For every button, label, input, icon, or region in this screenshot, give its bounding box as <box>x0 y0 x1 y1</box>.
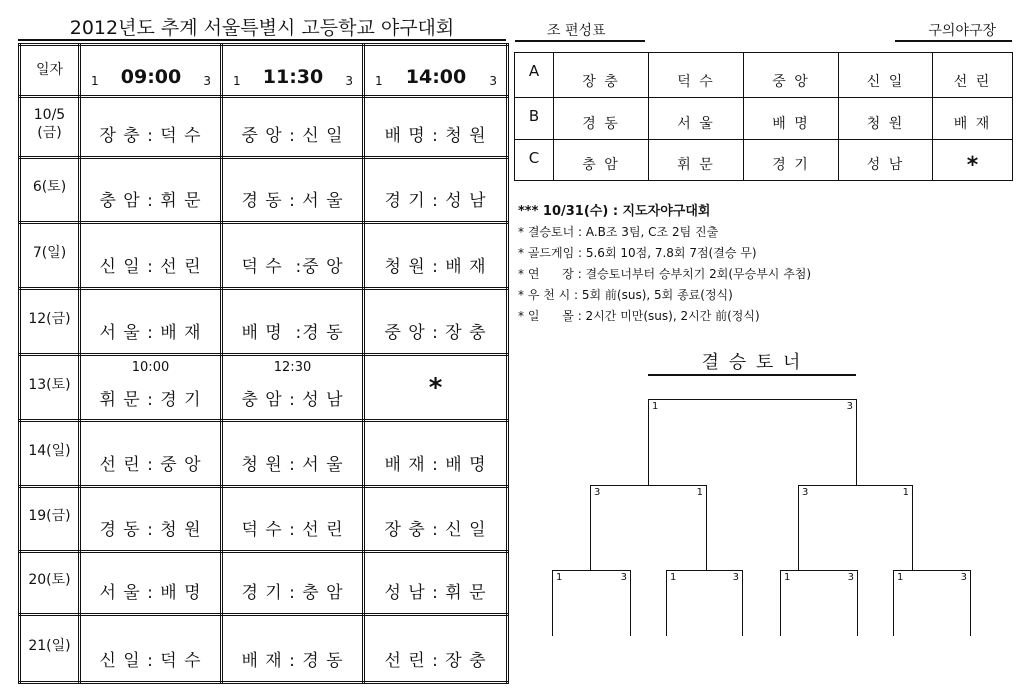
matchup: 배 재 : 배 명 <box>364 421 508 487</box>
date-column-header: 일자 <box>20 45 80 97</box>
matchup: 중 앙 : 신 일 <box>222 97 364 158</box>
bracket-final <box>648 399 857 486</box>
matchup: 신 일 : 덕 수 <box>80 615 222 683</box>
note-item: * 우 천 시 : 5회 前(sus), 5회 종료(정식) <box>518 288 733 302</box>
matchup: 배 명 :경 동 <box>222 289 364 355</box>
matchup-with-time <box>222 355 364 421</box>
note-item: * 일 몰 : 2시간 미만(sus), 2시간 前(정식) <box>518 309 760 323</box>
special-start-time: 10:00 <box>131 360 170 375</box>
game-date: 21(일) <box>20 615 80 683</box>
schedule-row <box>20 223 508 289</box>
seed-label: 3 <box>594 487 601 498</box>
schedule-row <box>20 289 508 355</box>
group-team: 중 앙 <box>744 53 839 98</box>
seed-label: 3 <box>846 401 853 412</box>
game-date: 14(일) <box>20 421 80 487</box>
matchup: 선 린 : 중 앙 <box>80 421 222 487</box>
seed-label: 3 <box>960 572 967 583</box>
matchup: 장 충 : 신 일 <box>364 487 508 552</box>
matchup: 배 재 : 경 동 <box>222 615 364 683</box>
seed-label: 3 <box>802 487 809 498</box>
matchup-with-time <box>80 355 222 421</box>
seed-label: 1 <box>784 572 791 583</box>
schedule-header-row <box>20 45 508 97</box>
group-team: 충 암 <box>554 140 649 181</box>
group-empty-mark: * <box>933 140 1013 181</box>
rules-notes <box>518 202 998 327</box>
matchup: 청 원 : 서 울 <box>222 421 364 487</box>
time-slot-header <box>364 45 508 97</box>
group-team: 서 울 <box>649 98 744 140</box>
slot-right-seed: 3 <box>489 74 497 88</box>
matchup: 배 명 : 청 원 <box>364 97 508 158</box>
bracket-quarterfinal <box>666 570 743 636</box>
bracket-semifinal <box>798 485 913 571</box>
group-team: 청 원 <box>839 98 933 140</box>
group-row <box>515 140 1013 181</box>
matchup: 서 울 : 배 명 <box>80 552 222 615</box>
matchup: 청 원 : 배 재 <box>364 223 508 289</box>
notes-highlight: *** 10/31(수) : 지도자야구대회 <box>518 204 711 219</box>
game-date: 12(금) <box>20 289 80 355</box>
bracket-semifinal <box>590 485 707 571</box>
schedule-row <box>20 355 508 421</box>
group-row <box>515 53 1013 98</box>
slot-time: 11:30 <box>262 66 324 88</box>
group-label: B <box>515 98 554 140</box>
matchup: 서 울 : 배 재 <box>80 289 222 355</box>
date-text: 10/5 <box>33 107 66 123</box>
matchup: 충 암 : 성 남 <box>241 390 344 410</box>
seed-label: 3 <box>620 572 627 583</box>
group-table <box>514 52 1013 181</box>
bracket-title: 결 승 토 너 <box>648 352 856 376</box>
slot-left-seed: 1 <box>91 74 99 88</box>
reserved-slot-mark: * <box>364 355 508 421</box>
slot-right-seed: 3 <box>203 74 211 88</box>
seed-label: 1 <box>670 572 677 583</box>
group-label: C <box>515 140 554 181</box>
slot-left-seed: 1 <box>233 74 241 88</box>
game-date: 13(토) <box>20 355 80 421</box>
group-table-heading: 조 편성표 <box>515 23 645 42</box>
slot-time: 14:00 <box>405 66 467 88</box>
matchup: 성 남 : 휘 문 <box>364 552 508 615</box>
page-title: 2012년도 추계 서울특별시 고등학교 야구대회 <box>18 17 506 41</box>
venue-label: 구의야구장 <box>895 23 1012 42</box>
slot-time: 09:00 <box>120 66 182 88</box>
matchup: 경 동 : 서 울 <box>222 158 364 223</box>
seed-label: 3 <box>847 572 854 583</box>
matchup: 휘 문 : 경 기 <box>99 390 202 410</box>
game-date: 20(토) <box>20 552 80 615</box>
matchup: 경 기 : 충 암 <box>222 552 364 615</box>
group-team: 휘 문 <box>649 140 744 181</box>
matchup: 장 충 : 덕 수 <box>80 97 222 158</box>
schedule-row <box>20 158 508 223</box>
group-team: 경 동 <box>554 98 649 140</box>
group-team: 성 남 <box>839 140 933 181</box>
seed-label: 1 <box>897 572 904 583</box>
slot-left-seed: 1 <box>375 74 383 88</box>
seed-label: 1 <box>556 572 563 583</box>
group-team: 덕 수 <box>649 53 744 98</box>
game-date: 6(토) <box>20 158 80 223</box>
group-team: 선 린 <box>933 53 1013 98</box>
special-start-time: 12:30 <box>273 360 312 375</box>
group-team: 배 명 <box>744 98 839 140</box>
seed-label: 3 <box>732 572 739 583</box>
group-team: 경 기 <box>744 140 839 181</box>
note-item: * 결승토너 : A.B조 3팀, C조 2팀 진출 <box>518 225 719 239</box>
seed-label: 1 <box>902 487 909 498</box>
group-team: 신 일 <box>839 53 933 98</box>
group-team: 장 충 <box>554 53 649 98</box>
schedule-row <box>20 552 508 615</box>
schedule-row <box>20 421 508 487</box>
bracket-quarterfinal <box>552 570 631 636</box>
schedule-table <box>18 43 509 684</box>
game-date <box>20 97 80 158</box>
game-date: 7(일) <box>20 223 80 289</box>
schedule-row <box>20 487 508 552</box>
seed-label: 1 <box>652 401 659 412</box>
schedule-row <box>20 97 508 158</box>
group-team: 배 재 <box>933 98 1013 140</box>
group-label: A <box>515 53 554 98</box>
matchup: 선 린 : 장 충 <box>364 615 508 683</box>
time-slot-header <box>222 45 364 97</box>
game-date: 19(금) <box>20 487 80 552</box>
weekday-text: (금) <box>37 125 62 141</box>
schedule-row <box>20 615 508 683</box>
bracket-quarterfinal <box>893 570 971 636</box>
note-item: * 골드게임 : 5.6회 10점, 7.8회 7점(결승 무) <box>518 246 757 260</box>
matchup: 경 동 : 청 원 <box>80 487 222 552</box>
bracket-quarterfinal <box>780 570 858 636</box>
matchup: 신 일 : 선 린 <box>80 223 222 289</box>
time-slot-header <box>80 45 222 97</box>
group-row <box>515 98 1013 140</box>
note-item: * 연 장 : 결승토너부터 승부치기 2회(무승부시 추첨) <box>518 267 812 281</box>
matchup: 충 암 : 휘 문 <box>80 158 222 223</box>
matchup: 덕 수 : 선 린 <box>222 487 364 552</box>
seed-label: 1 <box>696 487 703 498</box>
matchup: 중 앙 : 장 충 <box>364 289 508 355</box>
slot-right-seed: 3 <box>345 74 353 88</box>
matchup: 경 기 : 성 남 <box>364 158 508 223</box>
matchup: 덕 수 :중 앙 <box>222 223 364 289</box>
